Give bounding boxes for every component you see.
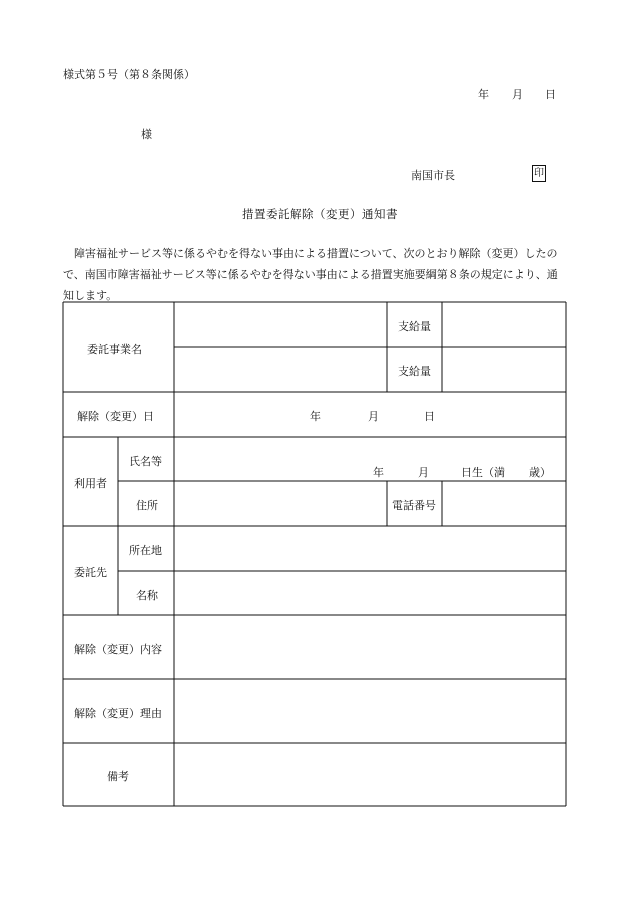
addressee-suffix: 様 (141, 128, 152, 141)
name-label: 氏名等 (129, 455, 162, 468)
release-date-label: 解除（変更）日 (77, 410, 154, 423)
release-date-day: 日 (424, 410, 435, 423)
user-label: 利用者 (74, 477, 107, 490)
release-date-year: 年 (310, 410, 321, 423)
entity-name-label: 名称 (136, 589, 158, 602)
contractor-name-label: 委託事業名 (87, 343, 142, 356)
release-date-month: 月 (368, 410, 379, 423)
remarks-label: 備考 (107, 770, 129, 783)
content-label: 解除（変更）内容 (74, 643, 162, 656)
location-label: 所在地 (129, 544, 162, 557)
birth-month: 月 (418, 466, 429, 479)
header-date-day: 日 (545, 88, 556, 101)
header-date-year: 年 (478, 88, 489, 101)
issuer: 南国市長 (411, 169, 455, 182)
seal-mark: 印 (532, 165, 546, 182)
body-text: 障害福祉サービス等に係るやむを得ない事由による措置について、次のとおり解除（変更）したので、南国市障害福祉サービス等に係るやむを得ない事由による措置実施要綱第８条の規定により、通知します。 (63, 247, 558, 302)
phone-label: 電話番号 (392, 499, 436, 512)
entrusted-label: 委託先 (74, 566, 107, 579)
birth-day-born: 日生（満 (461, 466, 505, 479)
supply-amount-label-2: 支給量 (398, 365, 431, 378)
form-number: 様式第５号（第８条関係） (63, 68, 195, 81)
header-date-month: 月 (512, 88, 523, 101)
reason-label: 解除（変更）理由 (74, 707, 162, 720)
supply-amount-label-1: 支給量 (398, 320, 431, 333)
document-title: 措置委託解除（変更）通知書 (242, 207, 398, 221)
age-close: 歳） (529, 466, 551, 479)
address-label: 住所 (136, 499, 158, 512)
birth-year: 年 (373, 466, 384, 479)
